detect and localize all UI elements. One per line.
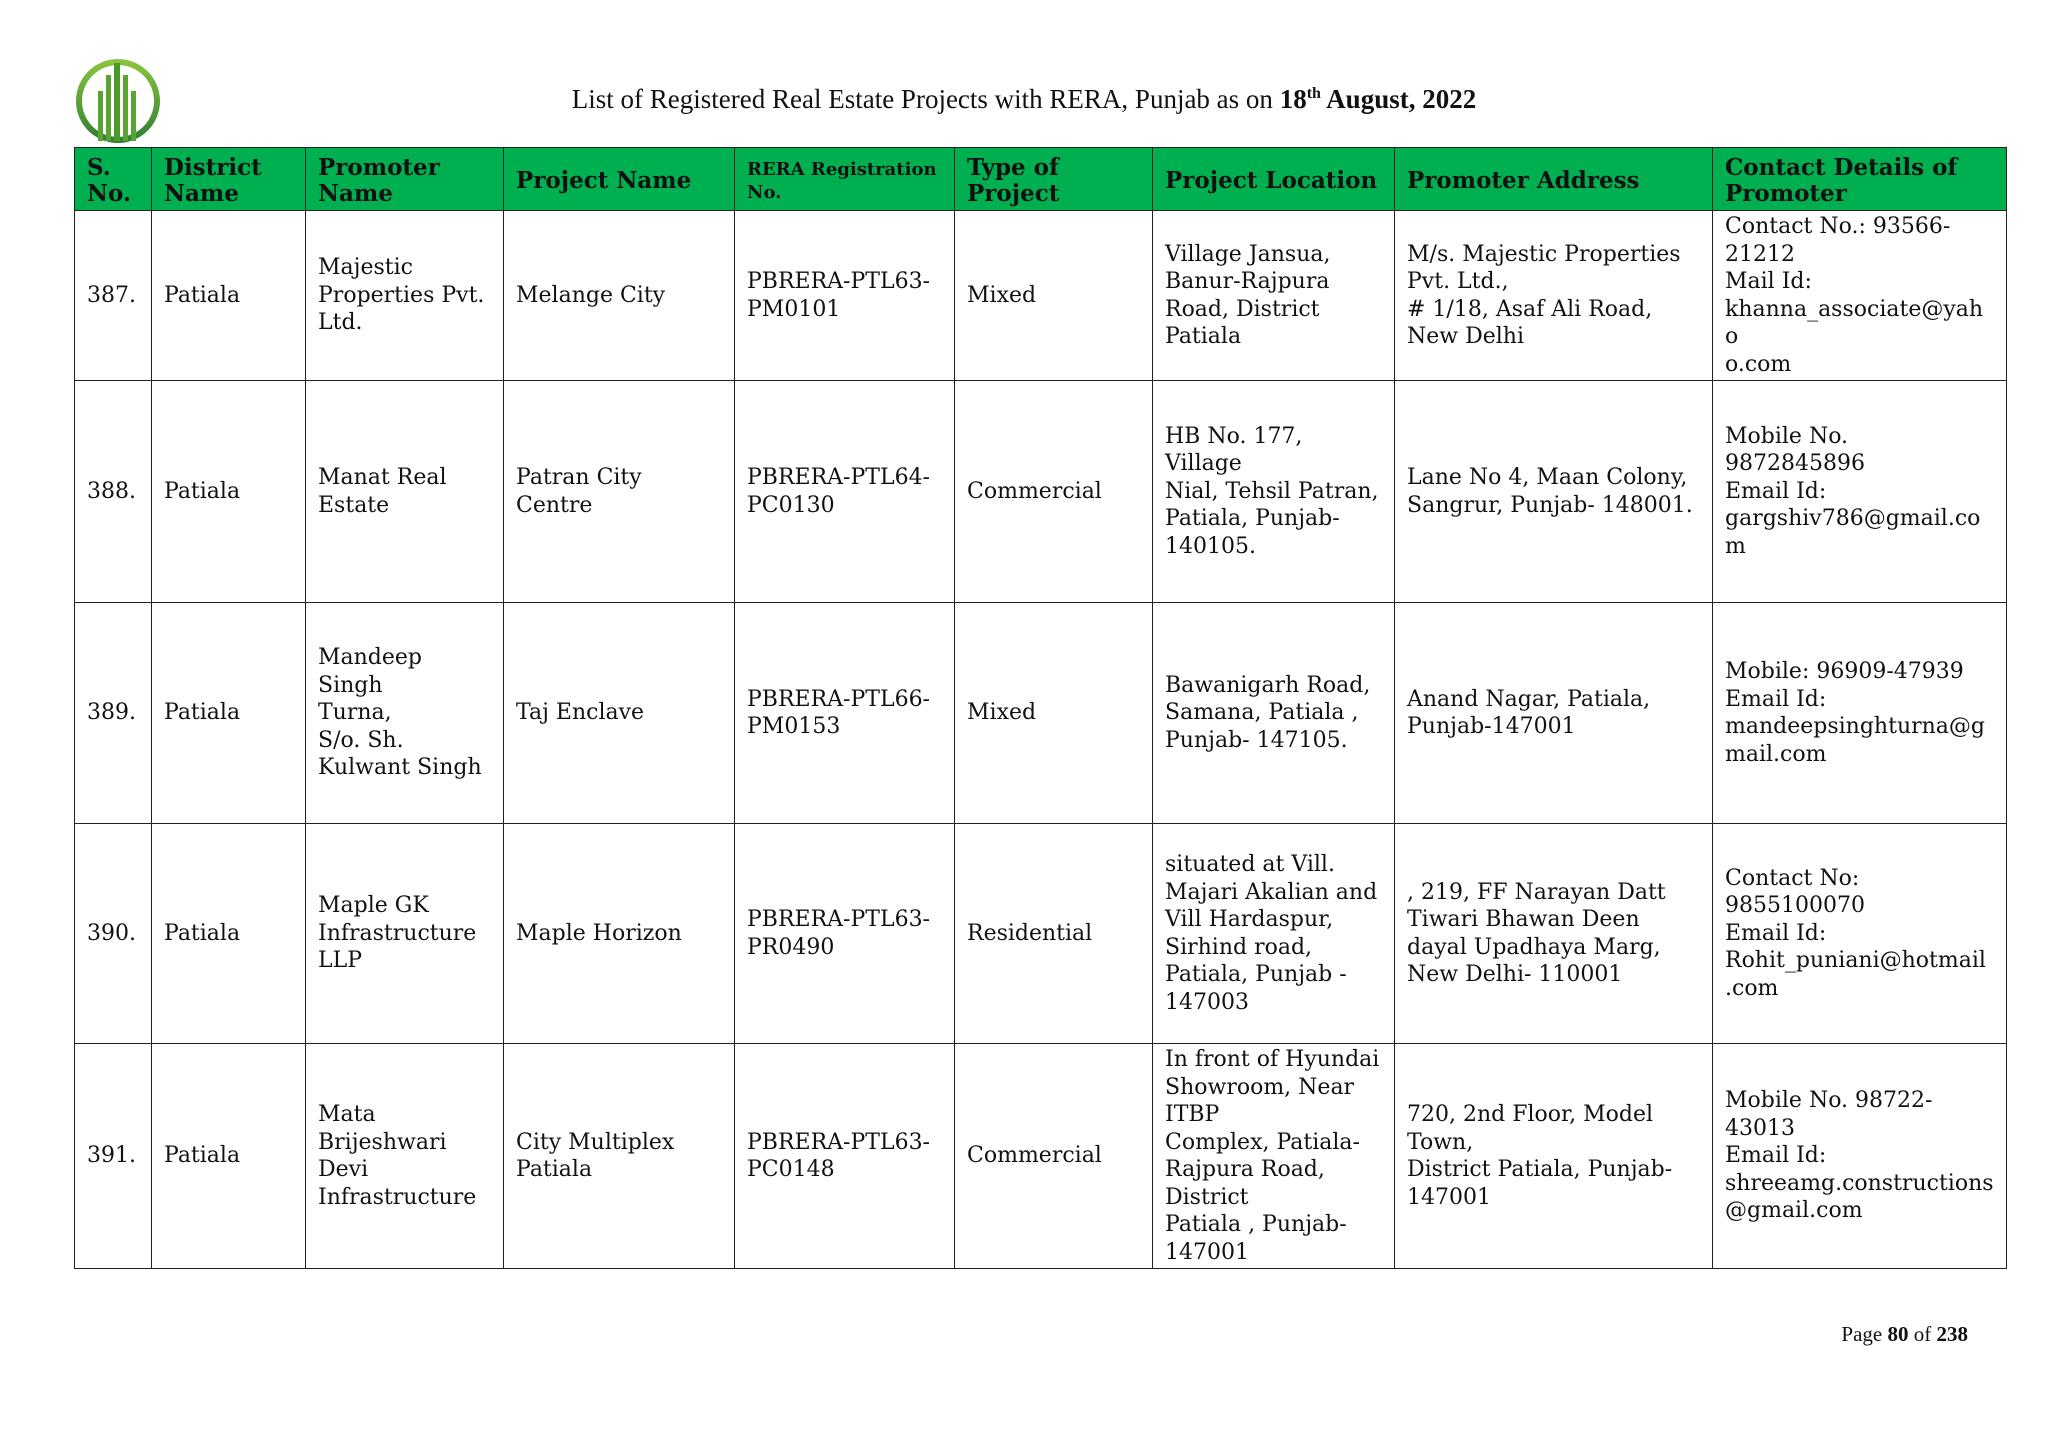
cell-line: PC0148	[747, 1157, 835, 1182]
cell-line: PM0153	[747, 714, 841, 739]
cell-line: o.com	[1725, 351, 1792, 377]
cell-line: Mail Id:	[1725, 269, 1812, 294]
cell-district: Patiala	[152, 211, 306, 381]
cell-line: 21212	[1725, 241, 1795, 267]
cell-line: PC0130	[747, 492, 835, 518]
cell-line: S/o. Sh.	[318, 727, 404, 753]
cell-line: Mobile: 96909-47939	[1725, 659, 1964, 684]
cell-line: Estate	[318, 492, 390, 518]
cell-location	[1153, 211, 1395, 381]
header-type: Type of Project	[955, 148, 1153, 211]
cell-promoter	[306, 211, 504, 381]
cell-line: District	[1165, 1184, 1249, 1210]
cell-s-no: 391.	[75, 1044, 152, 1269]
cell-location	[1153, 381, 1395, 603]
cell-project: Melange City	[504, 211, 735, 381]
cell-type: Mixed	[955, 211, 1153, 381]
cell-district: Patiala	[152, 1044, 306, 1269]
cell-line: Tiwari Bhawan Deen	[1407, 907, 1640, 932]
cell-contact	[1713, 211, 2007, 381]
cell-line: Mandeep Singh	[318, 645, 423, 698]
cell-line: Patiala , Punjab-	[1165, 1212, 1347, 1237]
cell-location	[1153, 824, 1395, 1044]
cell-line: 720, 2nd Floor, Model	[1407, 1102, 1654, 1127]
cell-line: Infrastructure	[318, 920, 477, 946]
cell-line: New Delhi	[1407, 324, 1524, 349]
cell-line: LLP	[318, 948, 363, 974]
cell-line: Mobile No. 9872845896	[1725, 423, 1865, 477]
cell-line: Email Id:	[1725, 478, 1827, 504]
cell-line: .com	[1725, 975, 1779, 1001]
cell-s-no: 388.	[75, 381, 152, 603]
page-title: List of Registered Real Estate Projects with RERA, Punjab as on 18th August, 2022	[571, 84, 1477, 114]
cell-project: Maple Horizon	[504, 824, 735, 1044]
cell-line: Sangrur, Punjab- 148001.	[1407, 492, 1693, 518]
header-district: District Name	[152, 148, 306, 211]
header-rera: RERA Registration No.	[735, 148, 955, 211]
cell-line: District Patiala, Punjab-	[1407, 1157, 1673, 1182]
cell-contact	[1713, 824, 2007, 1044]
cell-line: Manat Real	[318, 465, 447, 490]
cell-line: Complex, Patiala-	[1165, 1129, 1360, 1155]
header-project: Project Name	[504, 148, 735, 211]
cell-address	[1395, 211, 1713, 381]
cell-line: Village Jansua,	[1165, 241, 1331, 267]
cell-location	[1153, 603, 1395, 824]
cell-line: Road, District	[1165, 296, 1320, 322]
cell-line: dayal Upadhaya Marg,	[1407, 934, 1661, 960]
cell-line: , 219, FF Narayan Datt	[1407, 879, 1666, 905]
table-row	[75, 211, 2007, 381]
header-location: Project Location	[1153, 148, 1395, 211]
cell-address	[1395, 381, 1713, 603]
cell-line: 147001	[1165, 1239, 1249, 1265]
cell-line: Punjab-147001	[1407, 714, 1576, 739]
cell-line: mail.com	[1725, 741, 1827, 767]
cell-line: Majestic	[318, 255, 413, 281]
header-promoter: Promoter Name	[306, 148, 504, 211]
cell-rera	[735, 211, 955, 381]
cell-line: # 1/18, Asaf Ali Road,	[1407, 296, 1653, 322]
cell-line: @gmail.com	[1725, 1198, 1863, 1224]
table-row	[75, 381, 2007, 603]
cell-line: Rajpura Road,	[1165, 1157, 1325, 1182]
cell-rera	[735, 381, 955, 603]
cell-line: Mata	[318, 1102, 376, 1127]
cell-line: Devi	[318, 1157, 369, 1182]
cell-line: Samana, Patiala ,	[1165, 700, 1359, 726]
cell-line: Anand Nagar, Patiala,	[1407, 686, 1651, 712]
table-row	[75, 1044, 2007, 1269]
cell-line: Properties Pvt.	[318, 282, 485, 308]
cell-line: Kulwant Singh	[318, 755, 482, 781]
cell-line: gargshiv786@gmail.com	[1725, 506, 1981, 559]
cell-line: PM0101	[747, 296, 841, 322]
cell-line: PBRERA-PTL63-	[747, 907, 930, 932]
cell-line: 147001	[1407, 1184, 1491, 1210]
page-number: Page 80 of 238	[1841, 1322, 1968, 1346]
cell-line: Punjab- 147105.	[1165, 727, 1348, 753]
cell-line: Ltd.	[318, 310, 363, 336]
cell-line: Bawanigarh Road,	[1165, 672, 1371, 698]
cell-line: Infrastructure	[318, 1184, 477, 1210]
cell-line: Contact No.: 93566-	[1725, 214, 1951, 239]
cell-line: Email Id:	[1725, 920, 1827, 946]
cell-line: Majari Akalian and	[1165, 879, 1378, 905]
cell-line: PBRERA-PTL64-	[747, 465, 930, 490]
cell-line: Patiala, Punjab-	[1165, 506, 1340, 532]
cell-line: PBRERA-PTL63-	[747, 269, 930, 294]
cell-s-no: 390.	[75, 824, 152, 1044]
header-contact: Contact Details of Promoter	[1713, 148, 2007, 211]
cell-type: Mixed	[955, 603, 1153, 824]
cell-line: M/s. Majestic Properties	[1407, 241, 1681, 267]
cell-project: City Multiplex Patiala	[504, 1044, 735, 1269]
cell-line: Mobile No. 98722-	[1725, 1088, 1933, 1114]
cell-line: New Delhi- 110001	[1407, 962, 1623, 987]
cell-line: Patiala	[1165, 324, 1242, 349]
cell-line: Rohit_puniani@hotmail	[1725, 948, 1986, 974]
cell-s-no: 389.	[75, 603, 152, 824]
cell-line: Vill Hardaspur,	[1165, 907, 1334, 932]
header-address: Promoter Address	[1395, 148, 1713, 211]
cell-line: Pvt. Ltd.,	[1407, 269, 1509, 294]
cell-district: Patiala	[152, 824, 306, 1044]
cell-address	[1395, 603, 1713, 824]
cell-line: 140105.	[1165, 533, 1256, 559]
cell-rera	[735, 1044, 955, 1269]
cell-rera	[735, 824, 955, 1044]
cell-line: 147003	[1165, 989, 1249, 1015]
cell-promoter	[306, 381, 504, 603]
cell-line: ITBP	[1165, 1102, 1220, 1127]
cell-line: Showroom, Near	[1165, 1074, 1355, 1100]
cell-line: Contact No:	[1725, 865, 1860, 891]
cell-line: 43013	[1725, 1115, 1795, 1141]
cell-address	[1395, 824, 1713, 1044]
cell-project: Patran City Centre	[504, 381, 735, 603]
header-s-no: S. No.	[75, 148, 152, 211]
table-row	[75, 603, 2007, 824]
cell-s-no: 387.	[75, 211, 152, 381]
cell-line: khanna_associate@yaho	[1725, 296, 1984, 349]
table-header-row	[75, 148, 2007, 211]
cell-line: Email Id:	[1725, 686, 1827, 712]
cell-line: Lane No 4, Maan Colony,	[1407, 465, 1688, 490]
cell-line: Turna,	[318, 700, 392, 726]
table-row	[75, 824, 2007, 1044]
cell-address	[1395, 1044, 1713, 1269]
cell-district: Patiala	[152, 603, 306, 824]
cell-location	[1153, 1044, 1395, 1269]
cell-rera	[735, 603, 955, 824]
cell-contact	[1713, 603, 2007, 824]
cell-promoter	[306, 824, 504, 1044]
cell-line: HB No. 177, Village	[1165, 423, 1303, 477]
cell-line: PBRERA-PTL63-	[747, 1129, 930, 1155]
cell-contact	[1713, 381, 2007, 603]
cell-line: Brijeshwari	[318, 1129, 447, 1155]
cell-type: Residential	[955, 824, 1153, 1044]
projects-table	[74, 147, 2007, 1269]
cell-line: PBRERA-PTL66-	[747, 686, 930, 712]
cell-line: mandeepsinghturna@g	[1725, 714, 1985, 739]
cell-promoter	[306, 603, 504, 824]
cell-line: PR0490	[747, 934, 835, 960]
cell-promoter	[306, 1044, 504, 1269]
cell-district: Patiala	[152, 381, 306, 603]
cell-line: Maple GK	[318, 893, 429, 919]
cell-contact	[1713, 1044, 2007, 1269]
cell-line: shreeamg.constructions	[1725, 1170, 1994, 1196]
cell-line: 9855100070	[1725, 893, 1865, 919]
cell-line: situated at Vill.	[1165, 852, 1335, 877]
cell-line: Banur-Rajpura	[1165, 269, 1330, 294]
cell-line: Sirhind road,	[1165, 934, 1313, 960]
cell-line: Email Id:	[1725, 1143, 1827, 1169]
cell-line: Patiala, Punjab -	[1165, 962, 1347, 987]
cell-type: Commercial	[955, 381, 1153, 603]
cell-line: In front of Hyundai	[1165, 1047, 1380, 1072]
cell-line: Town,	[1407, 1129, 1474, 1155]
cell-type: Commercial	[955, 1044, 1153, 1269]
cell-line: Nial, Tehsil Patran,	[1165, 478, 1379, 504]
cell-project: Taj Enclave	[504, 603, 735, 824]
